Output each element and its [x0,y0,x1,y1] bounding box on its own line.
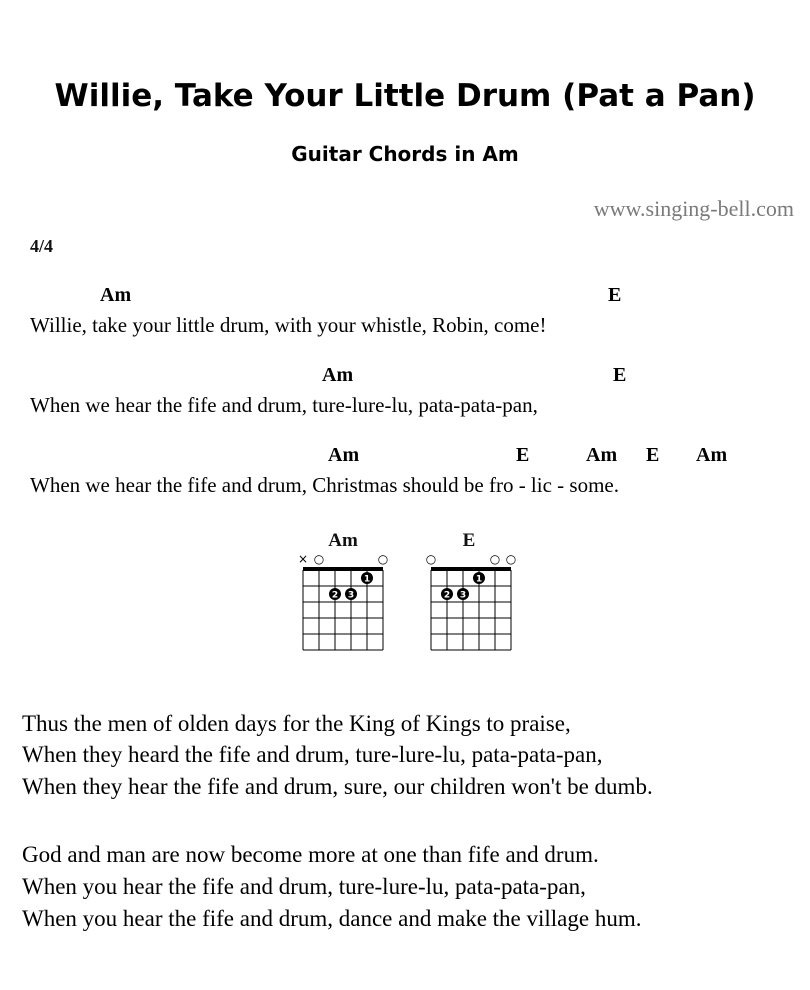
song-title: Willie, Take Your Little Drum (Pat a Pan) [54,78,756,114]
chord-label: Am [328,444,360,466]
finger-dot [457,588,469,601]
verse-line: Thus the men of olden days for the King of Kings to praise, [22,711,571,736]
chord-diagram-am [295,552,395,658]
lyric-line: When we hear the fife and drum, Christmas should be fro - lic - some. [30,473,619,497]
finger-dot [345,588,357,601]
chord-label: E [613,364,627,386]
chord-label: E [516,444,530,466]
lyric-line: When we hear the fife and drum, ture-lure-lu, pata-pata-pan, [30,393,538,417]
chord-label: Am [100,284,132,306]
finger-number: 2 [443,590,451,601]
finger-number: 3 [459,590,467,601]
verse-line: When they heard the fife and drum, ture-lure-lu, pata-pata-pan, [22,742,603,767]
website-watermark: www.singing-bell.com [593,196,794,221]
open-string-icon: ○ [425,552,437,566]
lyric-line: Willie, take your little drum, with your whistle, Robin, come! [30,313,547,337]
song-subtitle: Guitar Chords in Am [291,142,519,166]
open-string-icon: ○ [489,552,501,566]
chord-label: Am [322,364,354,386]
chord-label: E [608,284,622,306]
time-signature: 4/4 [30,236,54,256]
finger-number: 1 [475,574,483,585]
finger-dot [329,588,341,601]
verse-line: When you hear the fife and drum, ture-lure-lu, pata-pata-pan, [22,874,586,899]
chord-diagram-title: Am [328,530,358,551]
chord-label: Am [696,444,728,466]
nut-bar [303,567,383,571]
chord-diagram-e [423,552,523,658]
chord-label: E [646,444,660,466]
finger-dot [473,572,485,585]
open-string-icon: ○ [313,552,325,566]
open-string-icon: ○ [377,552,389,566]
open-string-icon: ○ [505,552,517,566]
finger-number: 2 [331,590,339,601]
nut-bar [431,567,511,571]
finger-number: 3 [347,590,355,601]
verse-line: God and man are now become more at one than fife and drum. [22,842,599,867]
finger-dot [361,572,373,585]
muted-string-icon: × [297,552,309,566]
verse-line: When they hear the fife and drum, sure, our children won't be dumb. [22,774,653,799]
finger-number: 1 [363,574,371,585]
chord-diagram-title: E [462,530,476,551]
finger-dot [441,588,453,601]
verse-line: When you hear the fife and drum, dance and make the village hum. [22,906,642,931]
chord-label: Am [586,444,618,466]
